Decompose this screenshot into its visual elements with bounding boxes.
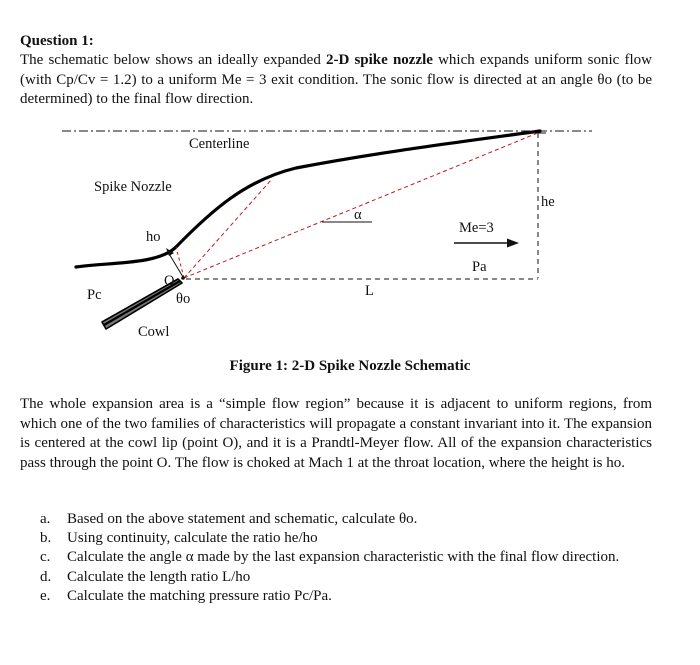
ho-label: ho: [146, 229, 161, 245]
task-text: Based on the above statement and schematic, calculate θo.: [67, 511, 418, 527]
task-text: Using continuity, calculate the ratio he/ho: [67, 530, 318, 547]
task-marker: b.: [40, 530, 52, 547]
last-characteristic: [184, 132, 540, 278]
flow-arrowhead: [507, 239, 519, 248]
intro-bold-term: 2-D spike nozzle: [325, 52, 433, 68]
body-paragraph: The whole expansion area is a “simple flow region” because it is adjacent to uniform regions, from which one of the two families of characteristics will propagate a constant invariant into it. The expansion is centered at the cowl lip (point O), and it is a Prandtl-Meyer flow. All of the expansion characteristics pass through the point O. The flow is choked at Mach 1 at the throat location, where the height is ho.: [20, 396, 652, 471]
task-text: Calculate the angle α made by the last expansion characteristic with the final flow direction.: [67, 549, 620, 566]
task-text: Calculate the length ratio L/ho: [67, 568, 251, 585]
length-label: L: [365, 283, 374, 299]
pc-label: Pc: [87, 287, 102, 303]
theta-o-label: θo: [176, 291, 191, 307]
cowl-label: Cowl: [138, 324, 170, 340]
point-o-label: O: [164, 273, 175, 289]
pa-label: Pa: [472, 259, 487, 275]
task-marker: c.: [40, 549, 51, 566]
task-item: [40, 568, 652, 587]
point-o-marker: [181, 276, 185, 280]
alpha-label: α: [354, 207, 362, 223]
task-item: [40, 587, 652, 606]
task-marker: a.: [40, 511, 51, 527]
spike-nozzle-schematic: [0, 118, 700, 353]
intro-text-end: which expands uniform sonic flow (with Cp/Cv = 1.2) to a uniform Me = 3 exit condition. The sonic flow is directed at an angle θo (to be determined) to the final flow direction.: [20, 52, 652, 107]
task-item: [40, 529, 652, 548]
intro-text-start: The schematic below shows an ideally expanded: [20, 52, 326, 68]
mach-exit-label: Me=3: [459, 220, 494, 236]
expansion-characteristic: [184, 179, 272, 278]
task-item: [40, 510, 652, 529]
task-marker: e.: [40, 587, 51, 604]
spike-contour: [76, 131, 540, 267]
he-label: he: [541, 194, 555, 210]
question-title: Question 1:: [20, 33, 94, 49]
question-intro: [20, 51, 652, 110]
task-item: [40, 548, 652, 567]
task-text: Calculate the matching pressure ratio Pc/Pa.: [67, 587, 332, 604]
task-list: [40, 510, 652, 606]
first-characteristic: [176, 247, 184, 278]
figure-caption: Figure 1: 2-D Spike Nozzle Schematic: [229, 358, 471, 374]
centerline-label: Centerline: [189, 136, 250, 152]
task-marker: d.: [40, 568, 52, 585]
spike-nozzle-label: Spike Nozzle: [94, 179, 172, 195]
